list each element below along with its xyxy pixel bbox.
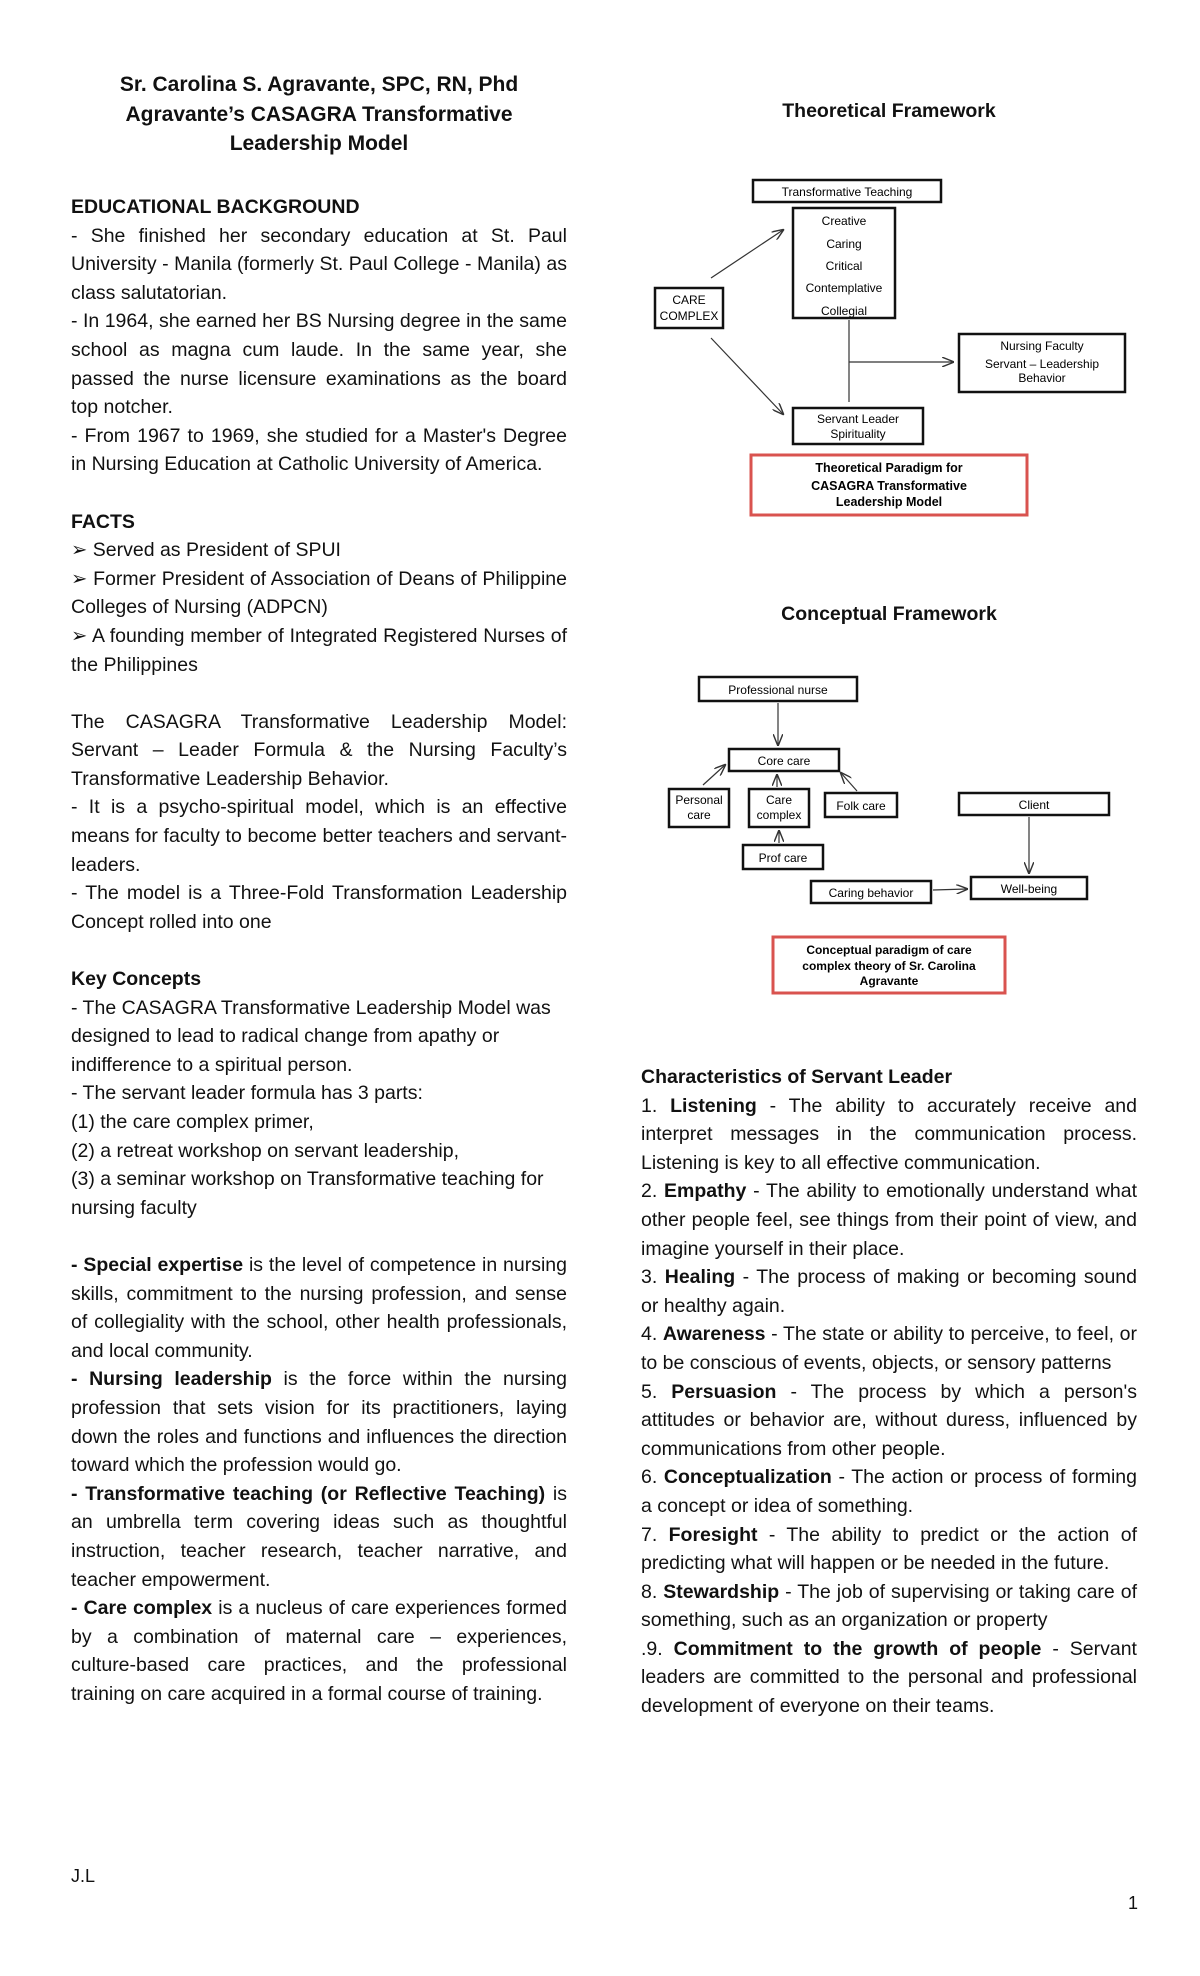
item-term: Persuasion (671, 1380, 777, 1403)
document-title (71, 70, 567, 159)
item-term: Stewardship (663, 1580, 780, 1603)
left-column (71, 193, 567, 1708)
education-item-1: - She finished her secondary education at St. Paul University - Manila (formerly St. Paul College - Manila) as class salutatorian. (71, 224, 567, 304)
servant-leader-label-1: Servant Leader (816, 412, 900, 426)
personal-care-label-2: care (687, 808, 711, 822)
core-care-label: Core care (757, 754, 811, 768)
quality-caring: Caring (826, 237, 862, 251)
term-label: - Care complex (71, 1597, 213, 1620)
characteristic-8 (641, 1578, 1137, 1635)
term-care-complex (71, 1594, 567, 1708)
title-line-2: Agravante’s CASAGRA Transformative (125, 102, 513, 126)
item-number: 8. (641, 1580, 664, 1603)
item-term: Listening (670, 1094, 757, 1117)
personal-care-label-1: Personal (675, 793, 723, 807)
page-number: 1 (1127, 1893, 1138, 1913)
characteristic-2 (641, 1177, 1137, 1263)
arrow-care-to-servant (711, 338, 783, 414)
item-number: 6. (641, 1466, 664, 1489)
item-term: Empathy (664, 1180, 747, 1203)
facts-item-1: ➢ Served as President of SPUI (71, 539, 341, 562)
care-complex-label-2: complex (756, 808, 802, 822)
nursing-faculty-label-2: Servant – Leadership (984, 357, 1100, 371)
characteristics-heading: Characteristics of Servant Leader (641, 1066, 953, 1088)
item-term: Commitment to the growth of people (673, 1637, 1042, 1660)
quality-contemplative: Contemplative (805, 281, 883, 295)
quality-collegial: Collegial (820, 304, 868, 318)
title-line-3: Leadership Model (229, 132, 409, 155)
item-number: 7. (641, 1523, 669, 1546)
item-number: 3. (641, 1266, 665, 1289)
caring-behavior-label: Caring behavior (828, 886, 914, 900)
item-definition: - The state or ability to perceive, to feel, or to be conscious of events, objects, or sensory patterns (641, 1323, 1137, 1374)
key-concepts-heading: Key Concepts (71, 968, 202, 991)
characteristic-5 (641, 1378, 1137, 1464)
servant-leader-label-2: Spirituality (830, 427, 886, 441)
arrow-folk-to-core (841, 773, 857, 791)
term-label: - Transformative teaching (or Reflective Teaching) (71, 1482, 546, 1505)
care-complex-label-1: Care (765, 793, 793, 807)
characteristic-4 (641, 1320, 1137, 1377)
item-number: .9. (641, 1637, 674, 1660)
conceptual-caption-1: Conceptual paradigm of care (806, 943, 972, 957)
characteristic-3 (641, 1263, 1137, 1320)
well-being-label: Well-being (1000, 882, 1058, 896)
transformative-teaching-label: Transformative Teaching (781, 185, 913, 199)
theoretical-framework-diagram (641, 170, 1137, 530)
item-definition: - The action or process of forming a concept or idea of something. (641, 1466, 1137, 1517)
professional-nurse-label: Professional nurse (728, 683, 828, 697)
item-term: Awareness (662, 1323, 766, 1346)
item-definition: - The process by which a person's attitudes or behavior are, without duress, influenced by communications from other people. (641, 1380, 1137, 1460)
item-definition: - The job of supervising or taking care of something, such as an organization or property (641, 1580, 1137, 1632)
facts-item-3: ➢ A founding member of Integrated Registered Nurses of the Philippines (71, 624, 567, 676)
theoretical-caption-2: CASAGRA Transformative (811, 479, 967, 493)
title-line-1: Sr. Carolina S. Agravante, SPC, RN, Phd (119, 73, 519, 96)
folk-care-label: Folk care (836, 799, 886, 813)
quality-creative: Creative (821, 214, 867, 228)
conceptual-framework-title: Conceptual Framework (781, 603, 997, 625)
characteristic-9 (641, 1635, 1137, 1721)
term-definition: is the force within the nursing profession that sets vision for its practitioners, laying down the roles and functions and influences the direction toward which the profession would go. (71, 1368, 567, 1477)
key-concepts-intro: - The CASAGRA Transformative Leadership Model was designed to lead to radical change from apathy or indifference to a spiritual person. (71, 996, 551, 1076)
care-complex-label-1: CARE (672, 293, 706, 307)
characteristics-section (641, 1063, 1137, 1721)
characteristic-6 (641, 1463, 1137, 1520)
item-term: Healing (664, 1266, 736, 1289)
arrow-care-to-teaching (711, 230, 783, 278)
term-transformative-teaching (71, 1480, 567, 1594)
care-complex-label-2: COMPLEX (659, 309, 719, 323)
footer-initials: J.L (71, 1866, 96, 1886)
model-intro: The CASAGRA Transformative Leadership Model: Servant – Leader Formula & the Nursing Faculty’s Transformative Leadership Behavior. (71, 710, 567, 790)
conceptual-framework-diagram (641, 665, 1137, 1005)
item-term: Foresight (668, 1523, 758, 1546)
item-number: 5. (641, 1380, 672, 1403)
term-label: - Nursing leadership (71, 1368, 272, 1391)
client-label: Client (1018, 798, 1050, 812)
term-definition: is an umbrella term covering ideas such as thoughtful instruction, teacher research, teacher narrative, and teacher empowerment. (71, 1482, 567, 1591)
quality-critical: Critical (825, 259, 863, 273)
prof-care-label: Prof care (758, 851, 808, 865)
formula-part-1: (1) the care complex primer, (71, 1111, 314, 1133)
term-definition: is a nucleus of care experiences formed by a combination of maternal care – experiences, culture-based care practices, and the professional training on care acquired in a formal course of training. (71, 1597, 567, 1705)
theoretical-framework-title: Theoretical Framework (782, 100, 996, 122)
conceptual-caption-3: Agravante (859, 974, 919, 988)
nursing-faculty-label-3: Behavior (1018, 371, 1066, 385)
key-concepts-formula: - The servant leader formula has 3 parts: (71, 1082, 423, 1105)
education-item-3: - From 1967 to 1969, she studied for a Master's Degree in Nursing Education at Catholic University of America. (71, 424, 567, 476)
formula-part-2: (2) a retreat workshop on servant leadership, (71, 1139, 460, 1162)
term-label: - Special expertise (71, 1253, 244, 1276)
item-number: 4. (641, 1323, 663, 1346)
characteristic-1 (641, 1092, 1137, 1178)
education-item-2: - In 1964, she earned her BS Nursing degree in the same school as magna cum laude. In the same year, she passed the nurse licensure examinations as the board top notcher. (71, 310, 567, 419)
item-number: 2. (641, 1180, 665, 1203)
characteristic-7 (641, 1521, 1137, 1578)
term-definition: is the level of competence in nursing skills, commitment to the nursing profession, and sense of collegiality with the school, other health professionals, and local community. (71, 1253, 567, 1362)
model-item-1: - It is a psycho-spiritual model, which is an effective means for faculty to become better teachers and servant-leaders. (71, 796, 567, 876)
facts-heading: FACTS (71, 510, 135, 533)
theoretical-caption-3: Leadership Model (835, 495, 943, 509)
education-heading: EDUCATIONAL BACKGROUND (71, 196, 360, 218)
formula-part-3: (3) a seminar workshop on Transformative teaching for nursing faculty (71, 1168, 544, 1219)
model-item-2: - The model is a Three-Fold Transformation Leadership Concept rolled into one (71, 882, 567, 933)
item-definition: - The process of making or becoming sound or healthy again. (641, 1266, 1137, 1317)
nursing-faculty-label-1: Nursing Faculty (1000, 339, 1084, 353)
item-term: Conceptualization (663, 1466, 832, 1489)
term-nursing-leadership (71, 1365, 567, 1479)
arrow-personal-to-core (703, 765, 725, 785)
item-definition: - Servant leaders are committed to the personal and professional development of everyone on their teams. (641, 1637, 1137, 1718)
conceptual-caption-2: complex theory of Sr. Carolina (802, 959, 976, 973)
theoretical-caption-1: Theoretical Paradigm for (815, 461, 963, 475)
item-number: 1. (641, 1094, 671, 1117)
item-definition: - The ability to emotionally understand what other people feel, see things from their point of view, and imagine yourself in their place. (641, 1180, 1137, 1260)
arrow-behavior-to-wellbeing (933, 889, 967, 890)
item-definition: - The ability to predict or the action of predicting what will happen or be needed in the future. (641, 1523, 1137, 1575)
item-definition: - The ability to accurately receive and interpret messages in the communication process. Listening is key to all effective communication. (641, 1094, 1137, 1174)
facts-item-2: ➢ Former President of Association of Deans of Philippine Colleges of Nursing (ADPCN) (71, 567, 567, 619)
term-special-expertise (71, 1251, 567, 1365)
